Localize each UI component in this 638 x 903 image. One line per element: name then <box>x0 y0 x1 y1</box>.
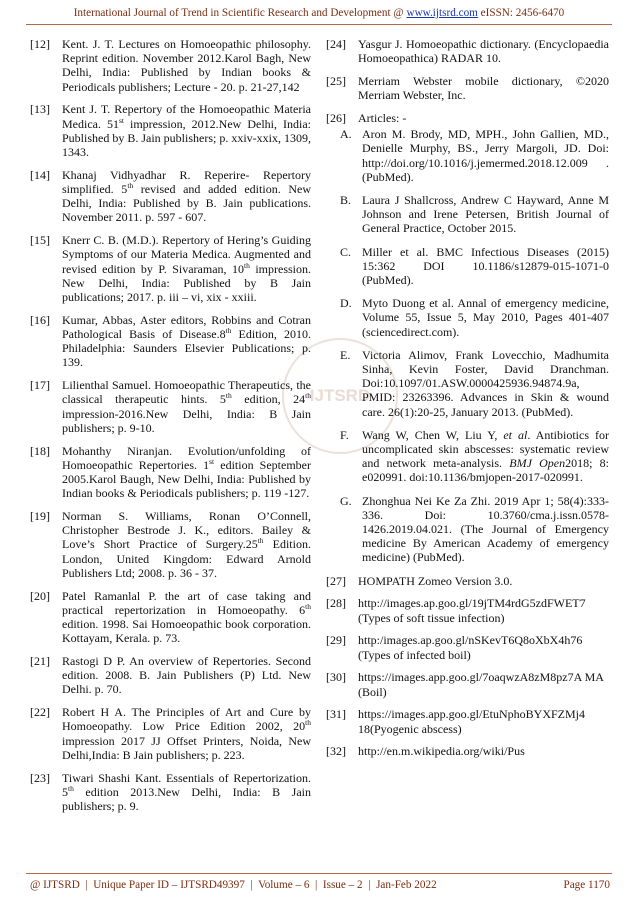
article-letter: F. <box>340 427 349 442</box>
reference-text: Yasgur J. Homoeopathic dictionary. (Encyclopaedia Homoeopathica) RADAR 10. <box>358 37 609 66</box>
article-item <box>340 296 609 339</box>
reference-number: [18] <box>30 443 50 458</box>
reference-number: [26] <box>326 111 346 125</box>
journal-issn: eISSN: 2456-6470 <box>477 7 565 19</box>
reference-number: [21] <box>30 654 50 669</box>
journal-name: International Journal of Trend in Scientific Research and Development @ <box>73 7 407 19</box>
reference-item <box>326 707 609 735</box>
reference-item <box>326 596 609 624</box>
journal-header <box>0 7 638 19</box>
reference-number: [31] <box>326 707 346 722</box>
article-item <box>340 193 609 236</box>
reference-link[interactable]: http:/images.ap.goo.gl/nSKevT6Q8oXbX4h76 (Types of infected boil) <box>358 633 583 662</box>
article-text: Aron M. Brody, MD, MPH., John Gallien, MD., Denielle Murphy, BS., Jerry Margoli, JD. Doi: http://doi.org/10.1016/j.jemermed.2018.12.009 . (PubMed). <box>362 127 609 184</box>
article-letter: C. <box>340 244 352 259</box>
reference-text: Norman S. Williams, Ronan O’Connell, Christopher Bestrode J. K., editors. Bailey & Love’s Short Practice of Surgery.25th Edition. London, United Kingdom: Edward Arnold Publishers Ltd; 2008. p. 36 - 37. <box>62 509 311 580</box>
reference-item <box>326 633 609 661</box>
article-text: Victoria Alimov, Frank Lovecchio, Madhumita Sinha, Kevin Foster, David Dranchman. Doi:10.1097/01.ASW.0000425936.94874.9a, PMID: 23263396. Advances in Skin & wound care. 26(1):20-25, January 2013. (PubMed). <box>362 347 609 419</box>
reference-item <box>30 313 311 370</box>
reference-text: Khanaj Vidhyadhar R. Reperire- Repertory simplified. 5th revised and added edition. New Delhi, India: Published by B. Jain publications. November 2011. p. 597 - 607. <box>62 167 311 225</box>
reference-number: [29] <box>326 633 346 648</box>
reference-link[interactable]: http://images.ap.goo.gl/19jTM4rdG5zdFWET7 (Types of soft tissue infection) <box>358 596 586 625</box>
reference-number: [15] <box>30 233 50 248</box>
reference-text: Patel Ramanlal P. the art of case taking and practical repertorization in Homoeopathy. 6th edition. 1998. Sai Homoeopathic book corporation. Kottayam, Kerala. p. 73. <box>62 588 311 646</box>
footer-divider <box>26 873 612 874</box>
reference-item <box>30 589 311 646</box>
reference-text: Kent J. T. Repertory of the Homoeopathic Materia Medica. 51st impression, 2012.New Delhi, India: Published by B. Jain publishers; p. xxiv-xxix, 1309, 1343. <box>62 102 312 160</box>
footer-info: @ IJTSRD | Unique Paper ID – IJTSRD49397 | Volume – 6 | Issue – 2 | Jan-Feb 2022 <box>30 879 437 891</box>
journal-url-link[interactable]: www.ijtsrd.com <box>406 7 478 19</box>
reference-number: [32] <box>326 744 346 759</box>
article-letter: B. <box>340 193 352 208</box>
article-item <box>340 494 609 565</box>
article-letter: E. <box>340 347 351 362</box>
reference-item <box>326 111 609 125</box>
reference-item <box>326 670 609 698</box>
article-text: Miller et al. BMC Infectious Diseases (2015) 15:362 DOI 10.1186/s12879-015-1071-0 (PubMed). <box>362 244 609 288</box>
article-item <box>340 127 609 184</box>
reference-item <box>326 37 609 65</box>
reference-item <box>30 705 311 762</box>
reference-number: [16] <box>30 312 50 327</box>
reference-text: Lilienthal Samuel. Homoeopathic Therapeutics, the classical therapeutic hints. 5th edition, 24th impression-2016.New Delhi, India: B Jain publishers; p. 9-10. <box>62 378 311 435</box>
article-text: Zhonghua Nei Ke Za Zhi. 2019 Apr 1; 58(4):333-336. Doi: 10.3760/cma.j.issn.0578-1426.2019.04.021. (The Journal of Emergency medicine By American Academy of emergency medicine) (PubMed). <box>362 493 609 565</box>
article-letter: A. <box>340 127 352 142</box>
article-letter: G. <box>340 493 352 508</box>
watermark-logo: IJTSRD <box>282 338 398 454</box>
left-column <box>30 37 311 822</box>
reference-item <box>326 574 609 588</box>
article-item <box>340 428 609 485</box>
reference-item <box>30 444 311 501</box>
reference-number: [28] <box>326 596 346 611</box>
reference-number: [22] <box>30 705 50 720</box>
article-item <box>340 348 609 419</box>
reference-text: Kumar, Abbas, Aster editors, Robbins and Cotran Pathological Basis of Disease.8th Edition, 2010. Philadelphia: Saunders Elsevier Publications; p. 139. <box>62 312 311 370</box>
reference-item <box>30 654 311 697</box>
reference-number: [25] <box>326 74 346 88</box>
reference-text: Rastogi D P. An overview of Repertories. Second edition. 2008. B. Jain Publishers (P) Ltd. New Delhi. p. 70. <box>62 654 311 697</box>
reference-number: [17] <box>30 378 50 393</box>
reference-text: Kent. J. T. Lectures on Homoeopathic philosophy. Reprint edition. November 2012.Karol Bagh, New Delhi, India: Published by Indian books & Periodicals publishers; Lecture - 20. p. 21-27,142 <box>62 37 311 94</box>
header-divider <box>26 24 612 25</box>
reference-number: [19] <box>30 509 50 524</box>
reference-text: Mohanthy Niranjan. Evolution/unfolding of Homoeopathic Repertories. 1st edition September 2005.Karol Baugh, New Delhi, India: Published by Indian books & Periodicals publishers; p. 119 -127. <box>62 443 311 501</box>
reference-item <box>30 37 311 94</box>
reference-item <box>30 509 311 580</box>
reference-item <box>326 74 609 102</box>
reference-item <box>30 168 311 225</box>
reference-number: [14] <box>30 167 50 182</box>
reference-number: [23] <box>30 770 50 785</box>
reference-item <box>30 771 311 814</box>
article-item <box>340 245 609 288</box>
reference-text: Merriam Webster mobile dictionary, ©2020 Merriam Webster, Inc. <box>358 74 609 103</box>
reference-link[interactable]: https://images.app.goo.gl/EtuNphoBYXFZMj4 18(Pyogenic abscess) <box>358 707 585 736</box>
page-number: Page 1170 <box>563 879 610 891</box>
reference-text: Tiwari Shashi Kant. Essentials of Repertorization. 5th edition 2013.New Delhi, India: B Jain publishers; p. 9. <box>62 770 311 814</box>
page-footer <box>30 879 610 891</box>
article-letter: D. <box>340 296 352 311</box>
article-text: Myto Duong et al. Annal of emergency medicine, Volume 55, Issue 5, May 2010, Pages 401-407 (sciencedirect.com). <box>362 296 609 339</box>
reference-item <box>30 102 311 159</box>
reference-link[interactable]: http://en.m.wikipedia.org/wiki/Pus <box>358 744 525 759</box>
reference-link[interactable]: https://images.app.goo.gl/7oaqwzA8zM8pz7A MA (Boil) <box>358 670 604 699</box>
reference-number: [12] <box>30 37 50 51</box>
reference-text: Robert H A. The Principles of Art and Cure by Homoeopathy. Low Price Edition 2002, 20th impression 2017 JJ Offset Printers, Noida, New Delhi,India: B Jain publishers; p. 223. <box>62 705 311 762</box>
article-text: Laura J Shallcross, Andrew C Hayward, Anne M Johnson and Irene Petersen, British Journal of General Practice, October 2015. <box>362 193 609 236</box>
article-text: Wang W, Chen W, Liu Y, et al. Antibiotics for uncomplicated skin abscesses: systematic review and network meta-analysis. BMJ Open2018; 8: e020991. doi:10.1136/bmjopen-2017-020991. <box>362 427 610 485</box>
reference-text: HOMPATH Zomeo Version 3.0. <box>358 573 513 588</box>
reference-item <box>326 744 609 758</box>
reference-number: [13] <box>30 102 50 117</box>
reference-number: [30] <box>326 670 346 685</box>
right-column <box>326 37 609 767</box>
reference-number: [27] <box>326 573 346 588</box>
reference-item <box>30 378 311 435</box>
reference-text: Knerr C. B. (M.D.). Repertory of Hering’s Guiding Symptoms of our Materia Medica. Augmented and revised edition by P. Sivaraman, 10th impression. New Delhi, India: Published by B Jain publications; 2017. p. iii – vi, xix - xxiii. <box>62 233 311 305</box>
reference-text: Articles: - <box>358 111 407 125</box>
reference-number: [20] <box>30 588 50 603</box>
reference-number: [24] <box>326 37 346 51</box>
reference-item <box>30 233 311 304</box>
